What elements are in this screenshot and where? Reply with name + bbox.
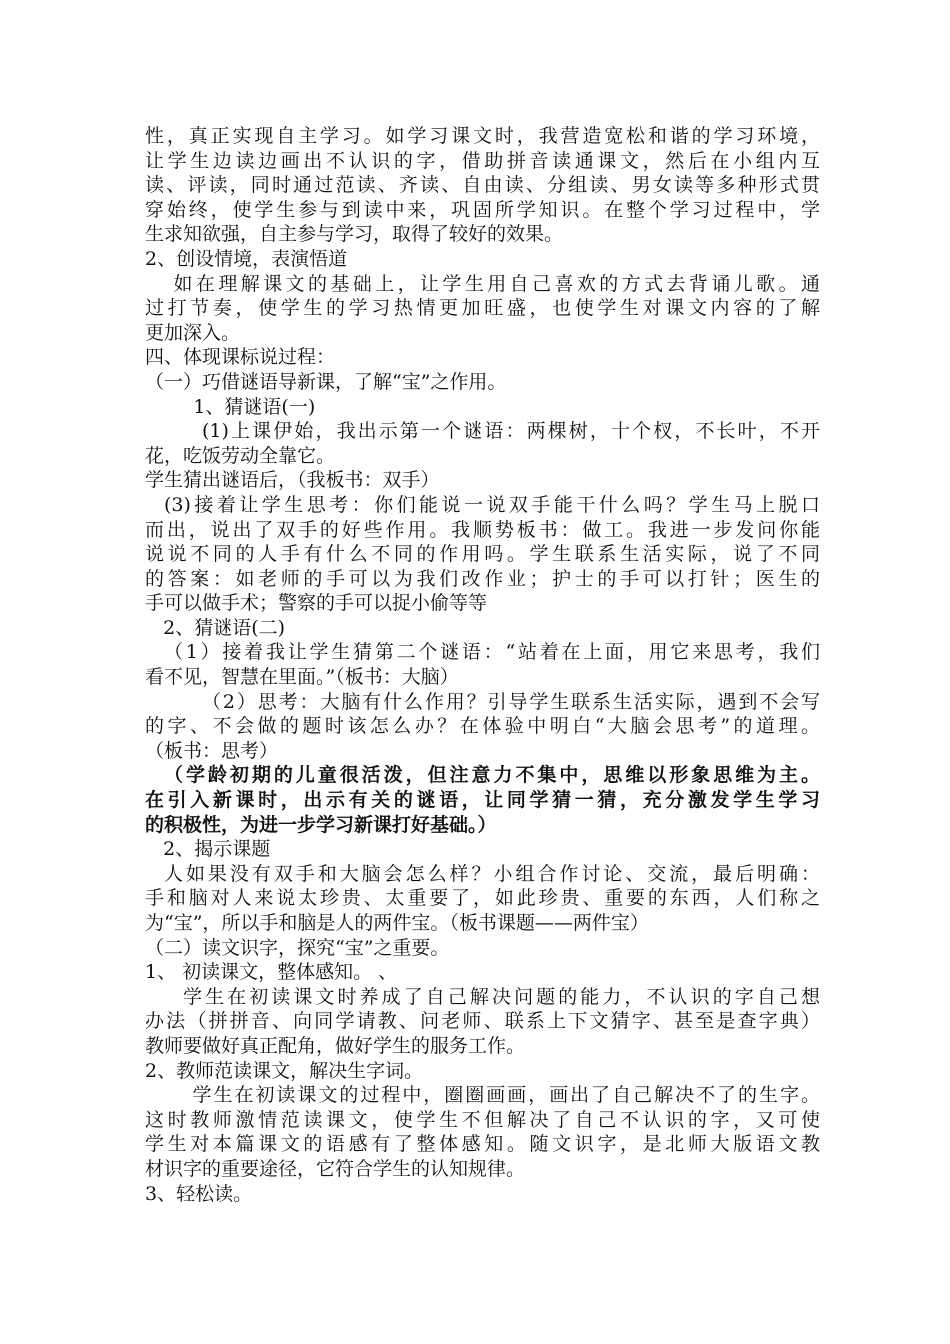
text-line: 学生对本篇课文的语感有了整体感知。随文识字，是北师大版语文教: [145, 1133, 820, 1156]
text-line: 教师要做好真正配角，做好学生的服务工作。: [145, 1034, 526, 1057]
text-line: 2、猜谜语(二): [145, 616, 286, 639]
text-line: 过打节奏，使学生的学习热情更加旺盛，也使学生对课文内容的了解: [145, 297, 820, 320]
text-line: 花，吃饭劳动全靠它。: [145, 444, 336, 467]
text-line: 2、创设情境，表演悟道: [145, 247, 348, 270]
text-line: (1)上课伊始，我出示第一个谜语：两棵树，十个杈，不长叶，不开: [202, 420, 820, 443]
text-line: 1、 初读课文，整体感知。 、: [145, 961, 398, 984]
text-line: 1、猜谜语(一): [145, 395, 316, 418]
text-line: 的字、不会做的题时该怎么办？在体验中明白“大脑会思考”的道理。: [145, 715, 820, 738]
text-line: 如在理解课文的基础上，让学生用自己喜欢的方式去背诵儿歌。通: [173, 272, 820, 295]
text-line: 四、体现课标说过程：: [145, 346, 336, 369]
text-line: 穿始终，使学生参与到读中来，巩固所学知识。在整个学习过程中，学: [145, 198, 820, 221]
text-line: 3、轻松读。: [145, 1182, 253, 1205]
text-line: （1）接着我让学生猜第二个谜语：“站着在上面，用它来思考，我们: [164, 641, 820, 664]
text-line: 在引入新课时，出示有关的谜语，让同学猜一猜，充分激发学生学习: [145, 789, 820, 812]
text-line: 读、评读，同时通过范读、齐读、自由读、分组读、男女读等多种形式贯: [145, 174, 820, 197]
text-line: 学生猜出谜语后，（我板书：双手）: [145, 469, 440, 492]
text-line: 而出，说出了双手的好些作用。我顺势板书：做工。我进一步发问你能: [145, 518, 820, 541]
text-line: 更加深入。: [145, 321, 241, 344]
text-line: 手可以做手术；警察的手可以捉小偷等等: [145, 592, 488, 615]
text-line: （2）思考：大脑有什么作用？引导学生联系生活实际，遇到不会写: [202, 690, 820, 713]
text-line: 说说不同的人手有什么不同的作用吗。学生联系生活实际，说了不同: [145, 543, 820, 566]
text-line: 的积极性，为进一步学习新课打好基础。）: [145, 813, 497, 836]
text-line: 人如果没有双手和大脑会怎么样？小组合作讨论、交流，最后明确：: [164, 862, 820, 885]
text-line: （板书：思考）: [145, 739, 279, 762]
text-line: （一）巧借谜语导新课，了解“宝”之作用。: [145, 370, 507, 393]
text-line: 2、教师范读课文，解决生字词。: [145, 1059, 424, 1082]
text-line: 学生在初读课文的过程中，圈圈画画，画出了自己解决不了的生字。: [192, 1084, 820, 1107]
text-line: 生求知欲强，自主参与学习，取得了较好的效果。: [145, 223, 564, 246]
text-line: 的答案：如老师的手可以为我们改作业；护士的手可以打针；医生的: [145, 567, 820, 590]
text-line: 2、揭示课题: [145, 838, 271, 861]
text-line: (3)接着让学生思考：你们能说一说双手能干什么吗？学生马上脱口: [164, 493, 820, 516]
text-line: 办法（拼拼音、向同学请教、问老师、联系上下文猜字、甚至是查字典）: [145, 1010, 820, 1033]
text-line: 为“宝”，所以手和脑是人的两件宝。（板书课题——两件宝）: [145, 912, 649, 934]
text-line: 让学生边读边画出不认识的字，借助拼音读通课文，然后在小组内互: [145, 149, 820, 172]
text-line: 学生在初读课文时养成了自己解决问题的能力，不认识的字自己想: [183, 985, 820, 1008]
text-line: （学龄初期的儿童很活泼，但注意力不集中，思维以形象思维为主。: [164, 764, 820, 787]
text-line: 手和脑对人来说太珍贵、太重要了，如此珍贵、重要的东西，人们称之: [145, 887, 820, 910]
document-page: [145, 124, 820, 1206]
text-line: （二）读文识字，探究“宝”之重要。: [145, 936, 450, 959]
text-line: 性，真正实现自主学习。如学习课文时，我营造宽松和谐的学习环境，: [145, 125, 820, 147]
text-line: 这时教师激情范读课文，使学生不但解决了自己不认识的字，又可使: [145, 1108, 820, 1131]
text-line: 材识字的重要途径，它符合学生的认知规律。: [145, 1157, 526, 1180]
text-line: 看不见，智慧在里面。”（板书：大脑）: [145, 666, 459, 689]
